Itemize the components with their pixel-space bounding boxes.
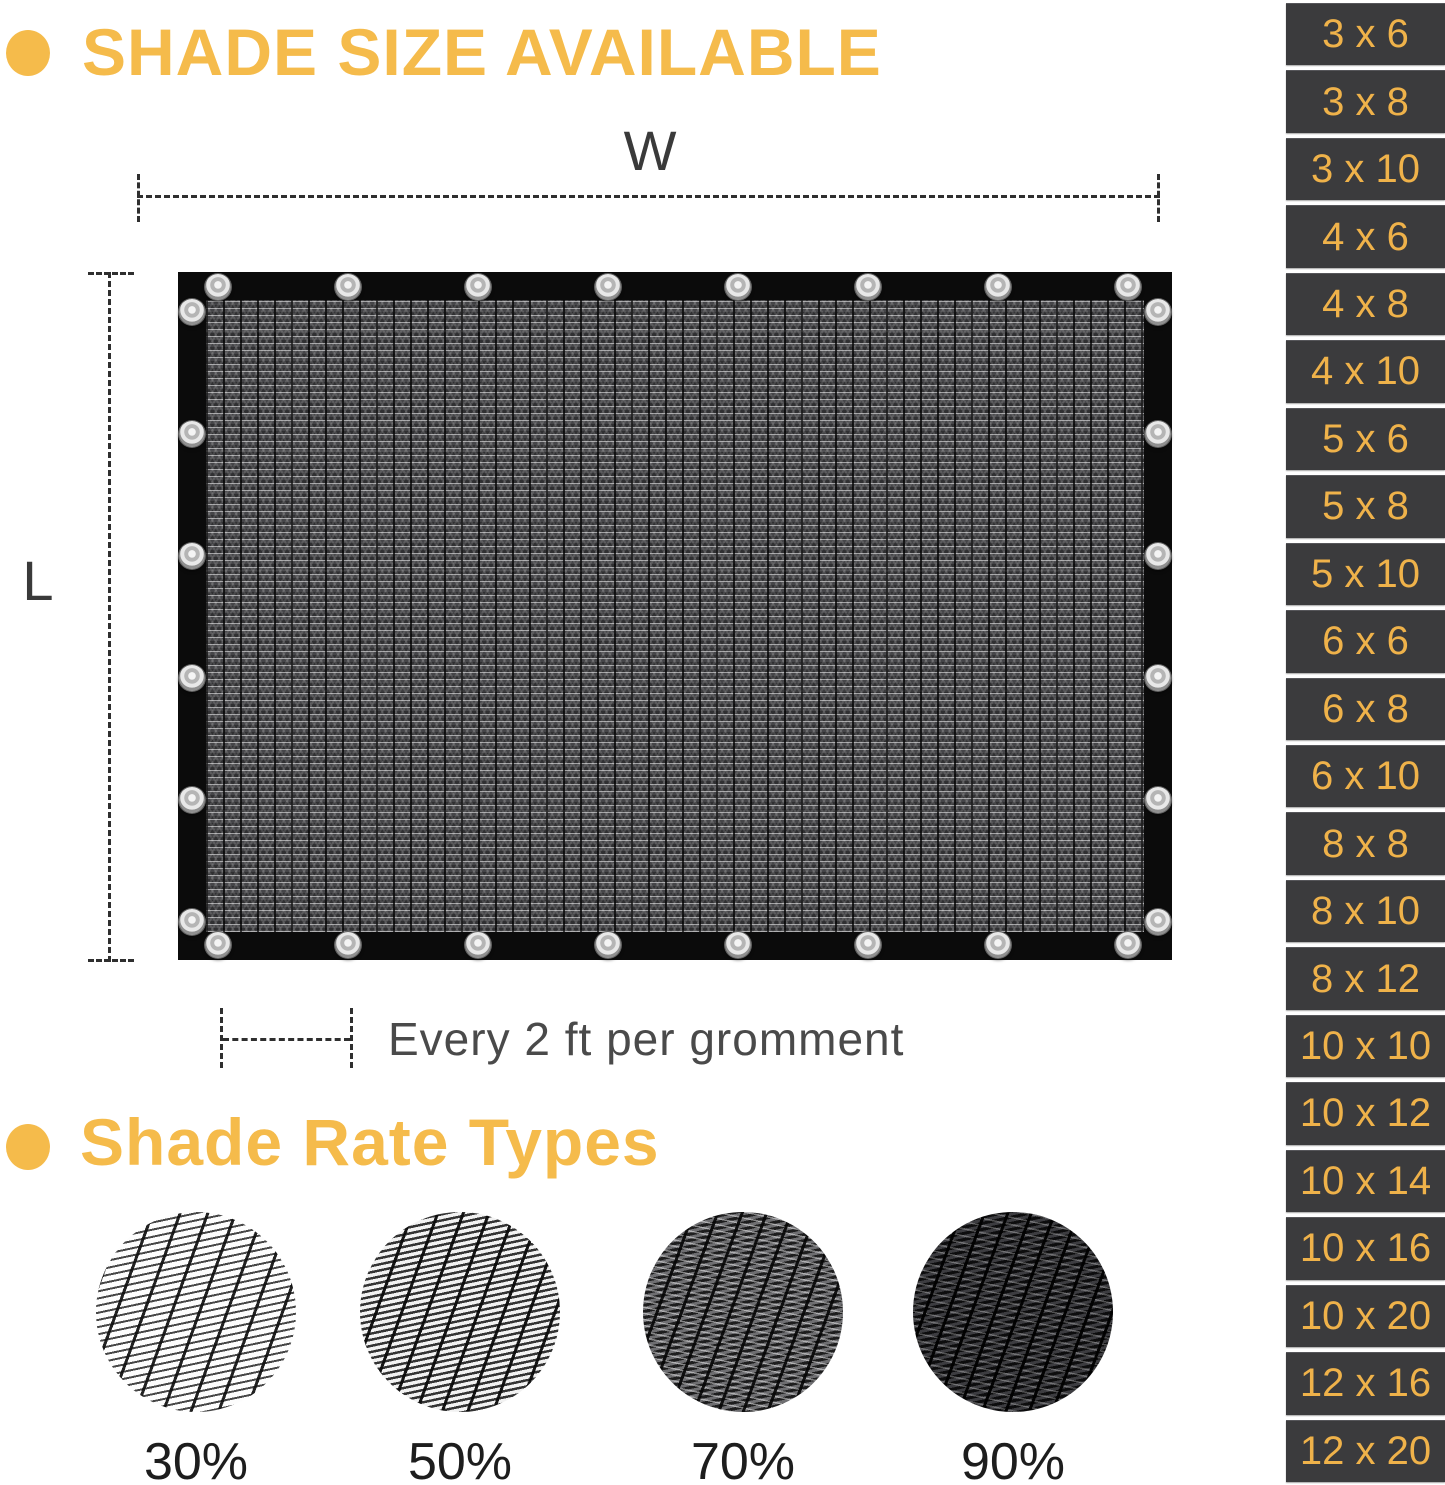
size-option: 10 x 12 [1286, 1082, 1445, 1144]
grommet-icon [179, 299, 205, 325]
length-dimension-label: L [22, 549, 54, 612]
size-option: 5 x 8 [1286, 475, 1445, 537]
width-dimension-label: W [623, 119, 677, 182]
section-title-shade-rate: Shade Rate Types [80, 1105, 660, 1179]
length-dimension-line [108, 272, 111, 962]
grommet-icon [335, 274, 361, 300]
size-option: 3 x 10 [1286, 138, 1445, 200]
size-option: 6 x 6 [1286, 610, 1445, 672]
grommet-icon [205, 932, 231, 958]
mesh-swatch-icon [360, 1212, 560, 1412]
size-option: 5 x 10 [1286, 543, 1445, 605]
grommet-icon [205, 274, 231, 300]
size-option: 10 x 14 [1286, 1150, 1445, 1212]
size-option: 3 x 8 [1286, 70, 1445, 132]
bullet-icon [6, 30, 50, 76]
grommet-icon [1145, 421, 1171, 447]
grommet-icon [179, 787, 205, 813]
size-option: 4 x 6 [1286, 205, 1445, 267]
shade-rate-sample [643, 1212, 843, 1485]
grommet-icon [335, 932, 361, 958]
size-option: 10 x 16 [1286, 1217, 1445, 1279]
grommet-icon [1145, 299, 1171, 325]
grommet-icon [855, 274, 881, 300]
grommet-icon [725, 274, 751, 300]
width-dimension-line [137, 195, 1160, 198]
shade-rate-label: 90% [960, 1433, 1066, 1485]
grommet-icon [179, 421, 205, 447]
size-option: 8 x 10 [1286, 880, 1445, 942]
shade-net [178, 272, 1172, 960]
grommet-icon [179, 665, 205, 691]
grommet-spacing-note: Every 2 ft per gromment [388, 1013, 905, 1065]
bullet-icon [6, 1124, 50, 1170]
grommet-icon [1145, 543, 1171, 569]
grommet-icon [1145, 909, 1171, 935]
grommet-icon [465, 932, 491, 958]
size-option: 10 x 10 [1286, 1015, 1445, 1077]
grommet-icon [985, 932, 1011, 958]
shade-rate-label: 30% [143, 1433, 249, 1485]
grommet-icon [179, 543, 205, 569]
size-list [1280, 0, 1445, 1485]
grommet-icon [1115, 274, 1141, 300]
mesh-swatch-icon [96, 1212, 296, 1412]
grommet-icon [1145, 787, 1171, 813]
grommet-icon [465, 274, 491, 300]
size-option: 8 x 12 [1286, 947, 1445, 1009]
size-option: 12 x 20 [1286, 1420, 1445, 1482]
size-option: 4 x 10 [1286, 340, 1445, 402]
size-option: 5 x 6 [1286, 408, 1445, 470]
size-option: 6 x 10 [1286, 745, 1445, 807]
mesh-fabric [206, 300, 1144, 932]
section-title-size-available: SHADE SIZE AVAILABLE [82, 15, 882, 89]
grommet-spacing-bracket [220, 1008, 353, 1068]
shade-rate-sample [96, 1212, 296, 1485]
mesh-swatch-icon [913, 1212, 1113, 1412]
shade-rate-sample [913, 1212, 1113, 1485]
shade-rate-sample [360, 1212, 560, 1485]
shade-rate-label: 70% [690, 1433, 796, 1485]
grommet-icon [855, 932, 881, 958]
grommet-icon [985, 274, 1011, 300]
size-option: 3 x 6 [1286, 3, 1445, 65]
size-option: 6 x 8 [1286, 678, 1445, 740]
mesh-swatch-icon [643, 1212, 843, 1412]
size-option: 8 x 8 [1286, 812, 1445, 874]
size-option: 4 x 8 [1286, 273, 1445, 335]
grommet-icon [179, 909, 205, 935]
grommet-icon [1115, 932, 1141, 958]
size-option: 10 x 20 [1286, 1285, 1445, 1347]
grommet-icon [595, 932, 621, 958]
grommet-icon [595, 274, 621, 300]
shade-rate-label: 50% [407, 1433, 513, 1485]
grommet-icon [725, 932, 751, 958]
size-option: 12 x 16 [1286, 1352, 1445, 1414]
grommet-icon [1145, 665, 1171, 691]
